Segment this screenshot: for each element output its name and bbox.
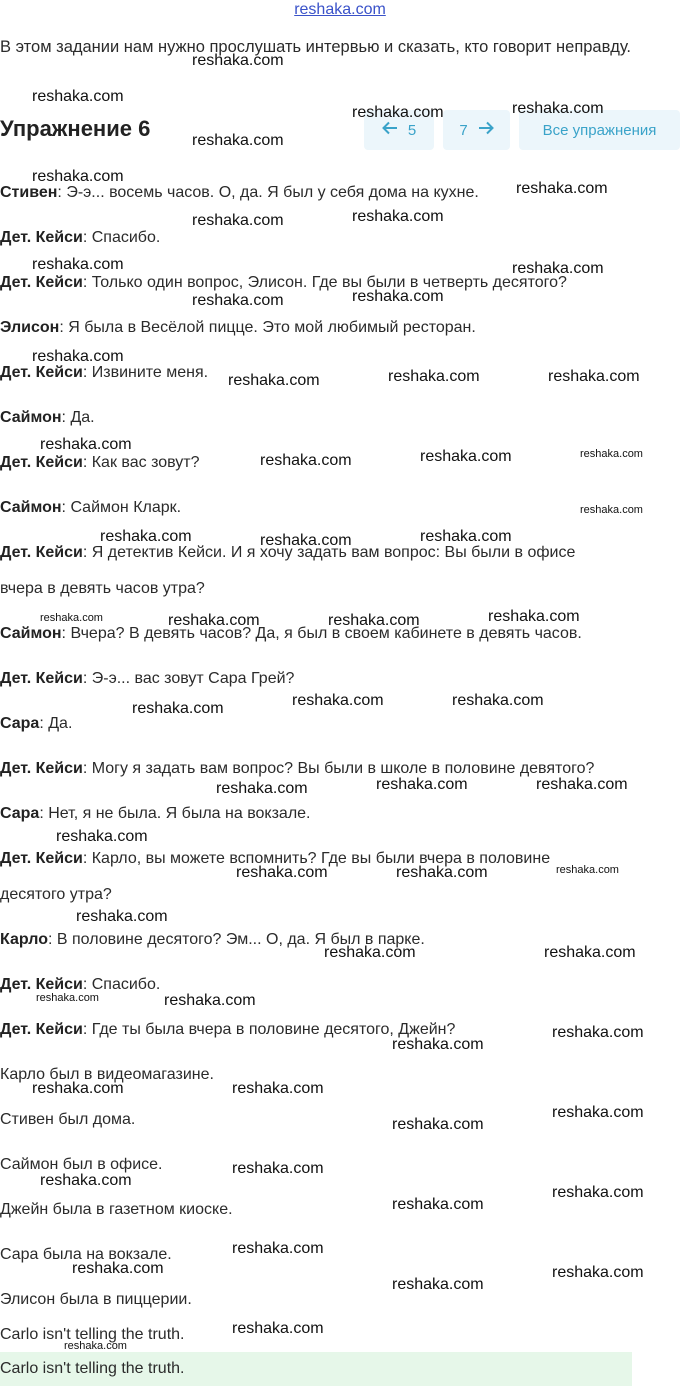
watermark: reshaka.com: [552, 1104, 644, 1121]
page-title: Упражнение 6: [0, 116, 151, 141]
watermark: reshaka.com: [352, 104, 444, 121]
watermark: reshaka.com: [100, 528, 192, 545]
speaker-name: Элисон: [0, 319, 60, 336]
speaker-name: Карло: [0, 931, 48, 948]
watermark: reshaka.com: [580, 448, 643, 460]
summary-line: Сара была на вокзале.: [0, 1246, 172, 1263]
speaker-name: Сара: [0, 805, 40, 822]
watermark: reshaka.com: [580, 504, 643, 516]
watermark: reshaka.com: [352, 288, 444, 305]
watermark: reshaka.com: [260, 452, 352, 469]
line-text: : Э-э... вас зовут Сара Грей?: [82, 670, 295, 687]
line-text: : Спасибо.: [82, 229, 161, 246]
watermark: reshaka.com: [76, 908, 168, 925]
line-text: : Да.: [61, 409, 95, 426]
line-text: : Только один вопрос, Элисон. Где вы были в четверть десятого?: [82, 274, 567, 291]
watermark: reshaka.com: [328, 612, 420, 629]
speaker-name: Саймон: [0, 499, 62, 516]
watermark: reshaka.com: [64, 1340, 127, 1352]
speaker-name: Дет. Кейси: [0, 1021, 83, 1038]
line-text: : Извините меня.: [82, 364, 209, 381]
watermark: reshaka.com: [388, 368, 480, 385]
line-text: : В половине десятого? Эм... О, да. Я был в парке.: [47, 931, 425, 948]
line-text: : Э-э... восемь часов. О, да. Я был у себя дома на кухне.: [57, 184, 479, 201]
speaker-name: Дет. Кейси: [0, 670, 83, 687]
all-exercises-label: Все упражнения: [542, 121, 657, 139]
speaker-name: Саймон: [0, 409, 62, 426]
next-exercise-button[interactable]: [443, 110, 510, 150]
speaker-name: Дет. Кейси: [0, 364, 83, 381]
speaker-name: Дет. Кейси: [0, 274, 83, 291]
watermark: reshaka.com: [420, 448, 512, 465]
watermark: reshaka.com: [232, 1240, 324, 1257]
speaker-name: Сара: [0, 715, 40, 732]
watermark: reshaka.com: [548, 368, 640, 385]
watermark: reshaka.com: [236, 864, 328, 881]
watermark: reshaka.com: [376, 776, 468, 793]
speaker-name: Дет. Кейси: [0, 850, 83, 867]
watermark: reshaka.com: [488, 608, 580, 625]
watermark: reshaka.com: [232, 1160, 324, 1177]
watermark: reshaka.com: [192, 132, 284, 149]
arrow-right-icon: [478, 121, 494, 139]
speaker-name: Дет. Кейси: [0, 544, 83, 561]
watermark: reshaka.com: [352, 208, 444, 225]
dialogue-line: [0, 885, 112, 905]
watermark: reshaka.com: [512, 100, 604, 117]
line-text: : Вчера? В девять часов? Да, я был в своем кабинете в девять часов.: [61, 625, 582, 642]
dialogue-line: [0, 318, 476, 338]
watermark: reshaka.com: [536, 776, 628, 793]
answer-box: Carlo isn't telling the truth.: [0, 1352, 632, 1386]
dialogue-line: [0, 498, 181, 518]
dialogue-line: [0, 669, 294, 689]
watermark: reshaka.com: [292, 692, 384, 709]
line-text: вчера в девять часов утра?: [0, 580, 205, 597]
watermark: reshaka.com: [72, 1260, 164, 1277]
dialogue-line: [0, 624, 582, 644]
watermark: reshaka.com: [516, 180, 608, 197]
dialogue-line: [0, 183, 479, 203]
line-text: : Саймон Кларк.: [61, 499, 182, 516]
line-text: : Да.: [39, 715, 73, 732]
watermark: reshaka.com: [556, 864, 619, 876]
watermark: reshaka.com: [392, 1116, 484, 1133]
watermark: reshaka.com: [392, 1276, 484, 1293]
watermark: reshaka.com: [32, 348, 124, 365]
line-text: : Где ты была вчера в половине десятого, Джейн?: [82, 1021, 456, 1038]
watermark: reshaka.com: [544, 944, 636, 961]
dialogue-line: [0, 273, 567, 293]
line-text: : Карло, вы можете вспомнить? Где вы были вчера в половине: [82, 850, 551, 867]
watermark: reshaka.com: [552, 1184, 644, 1201]
watermark: reshaka.com: [392, 1196, 484, 1213]
speaker-name: Дет. Кейси: [0, 454, 83, 471]
watermark: reshaka.com: [32, 1080, 124, 1097]
dialogue-line: [0, 1020, 455, 1040]
intro-text: В этом задании нам нужно прослушать интервью и сказать, кто говорит неправду.: [0, 38, 632, 56]
speaker-name: Стивен: [0, 184, 58, 201]
watermark: reshaka.com: [40, 1172, 132, 1189]
next-exercise-label: 7: [459, 121, 468, 139]
watermark: reshaka.com: [36, 992, 99, 1004]
line-text: : Я детектив Кейси. И я хочу задать вам вопрос: Вы были в офисе: [82, 544, 576, 561]
watermark: reshaka.com: [452, 692, 544, 709]
watermark: reshaka.com: [396, 864, 488, 881]
site-link[interactable]: reshaka.com: [294, 1, 386, 18]
dialogue-line: [0, 579, 205, 599]
summary-line: Элисон была в пиццерии.: [0, 1291, 192, 1308]
dialogue-line: [0, 804, 311, 824]
summary-line: Стивен был дома.: [0, 1111, 136, 1128]
watermark: reshaka.com: [552, 1024, 644, 1041]
watermark: reshaka.com: [32, 168, 124, 185]
watermark: reshaka.com: [192, 52, 284, 69]
summary-line: Carlo isn't telling the truth.: [0, 1326, 185, 1343]
dialogue-line: [0, 408, 95, 428]
watermark: reshaka.com: [324, 944, 416, 961]
watermark: reshaka.com: [232, 1080, 324, 1097]
watermark: reshaka.com: [32, 256, 124, 273]
watermark: reshaka.com: [32, 88, 124, 105]
watermark: reshaka.com: [132, 700, 224, 717]
line-text: : Спасибо.: [82, 976, 161, 993]
watermark: reshaka.com: [232, 1320, 324, 1337]
dialogue-line: [0, 363, 208, 383]
speaker-name: Саймон: [0, 625, 62, 642]
summary-line: Саймон был в офисе.: [0, 1156, 163, 1173]
watermark: reshaka.com: [40, 612, 103, 624]
watermark: reshaka.com: [192, 212, 284, 229]
line-text: : Я была в Весёлой пицце. Это мой любимый ресторан.: [59, 319, 476, 336]
watermark: reshaka.com: [512, 260, 604, 277]
watermark: reshaka.com: [216, 780, 308, 797]
watermark: reshaka.com: [260, 532, 352, 549]
watermark: reshaka.com: [40, 436, 132, 453]
speaker-name: Дет. Кейси: [0, 976, 83, 993]
summary-line: Карло был в видеомагазине.: [0, 1066, 214, 1083]
watermark: reshaka.com: [164, 992, 256, 1009]
speaker-name: Дет. Кейси: [0, 229, 83, 246]
summary-line: Джейн была в газетном киоске.: [0, 1201, 233, 1218]
prev-exercise-label: 5: [407, 121, 417, 139]
dialogue-line: [0, 714, 72, 734]
watermark: reshaka.com: [192, 292, 284, 309]
watermark: reshaka.com: [56, 828, 148, 845]
dialogue-line: [0, 228, 160, 248]
dialogue-line: [0, 453, 200, 473]
arrow-left-icon: [382, 121, 398, 139]
line-text: : Как вас зовут?: [82, 454, 200, 471]
line-text: : Могу я задать вам вопрос? Вы были в школе в половине девятого?: [82, 760, 595, 777]
watermark: reshaka.com: [392, 1036, 484, 1053]
line-text: : Нет, я не была. Я была на вокзале.: [39, 805, 311, 822]
watermark: reshaka.com: [168, 612, 260, 629]
watermark: reshaka.com: [420, 528, 512, 545]
watermark: reshaka.com: [552, 1264, 644, 1281]
speaker-name: Дет. Кейси: [0, 760, 83, 777]
dialogue-line: [0, 759, 594, 779]
line-text: десятого утра?: [0, 886, 112, 903]
watermark: reshaka.com: [228, 372, 320, 389]
